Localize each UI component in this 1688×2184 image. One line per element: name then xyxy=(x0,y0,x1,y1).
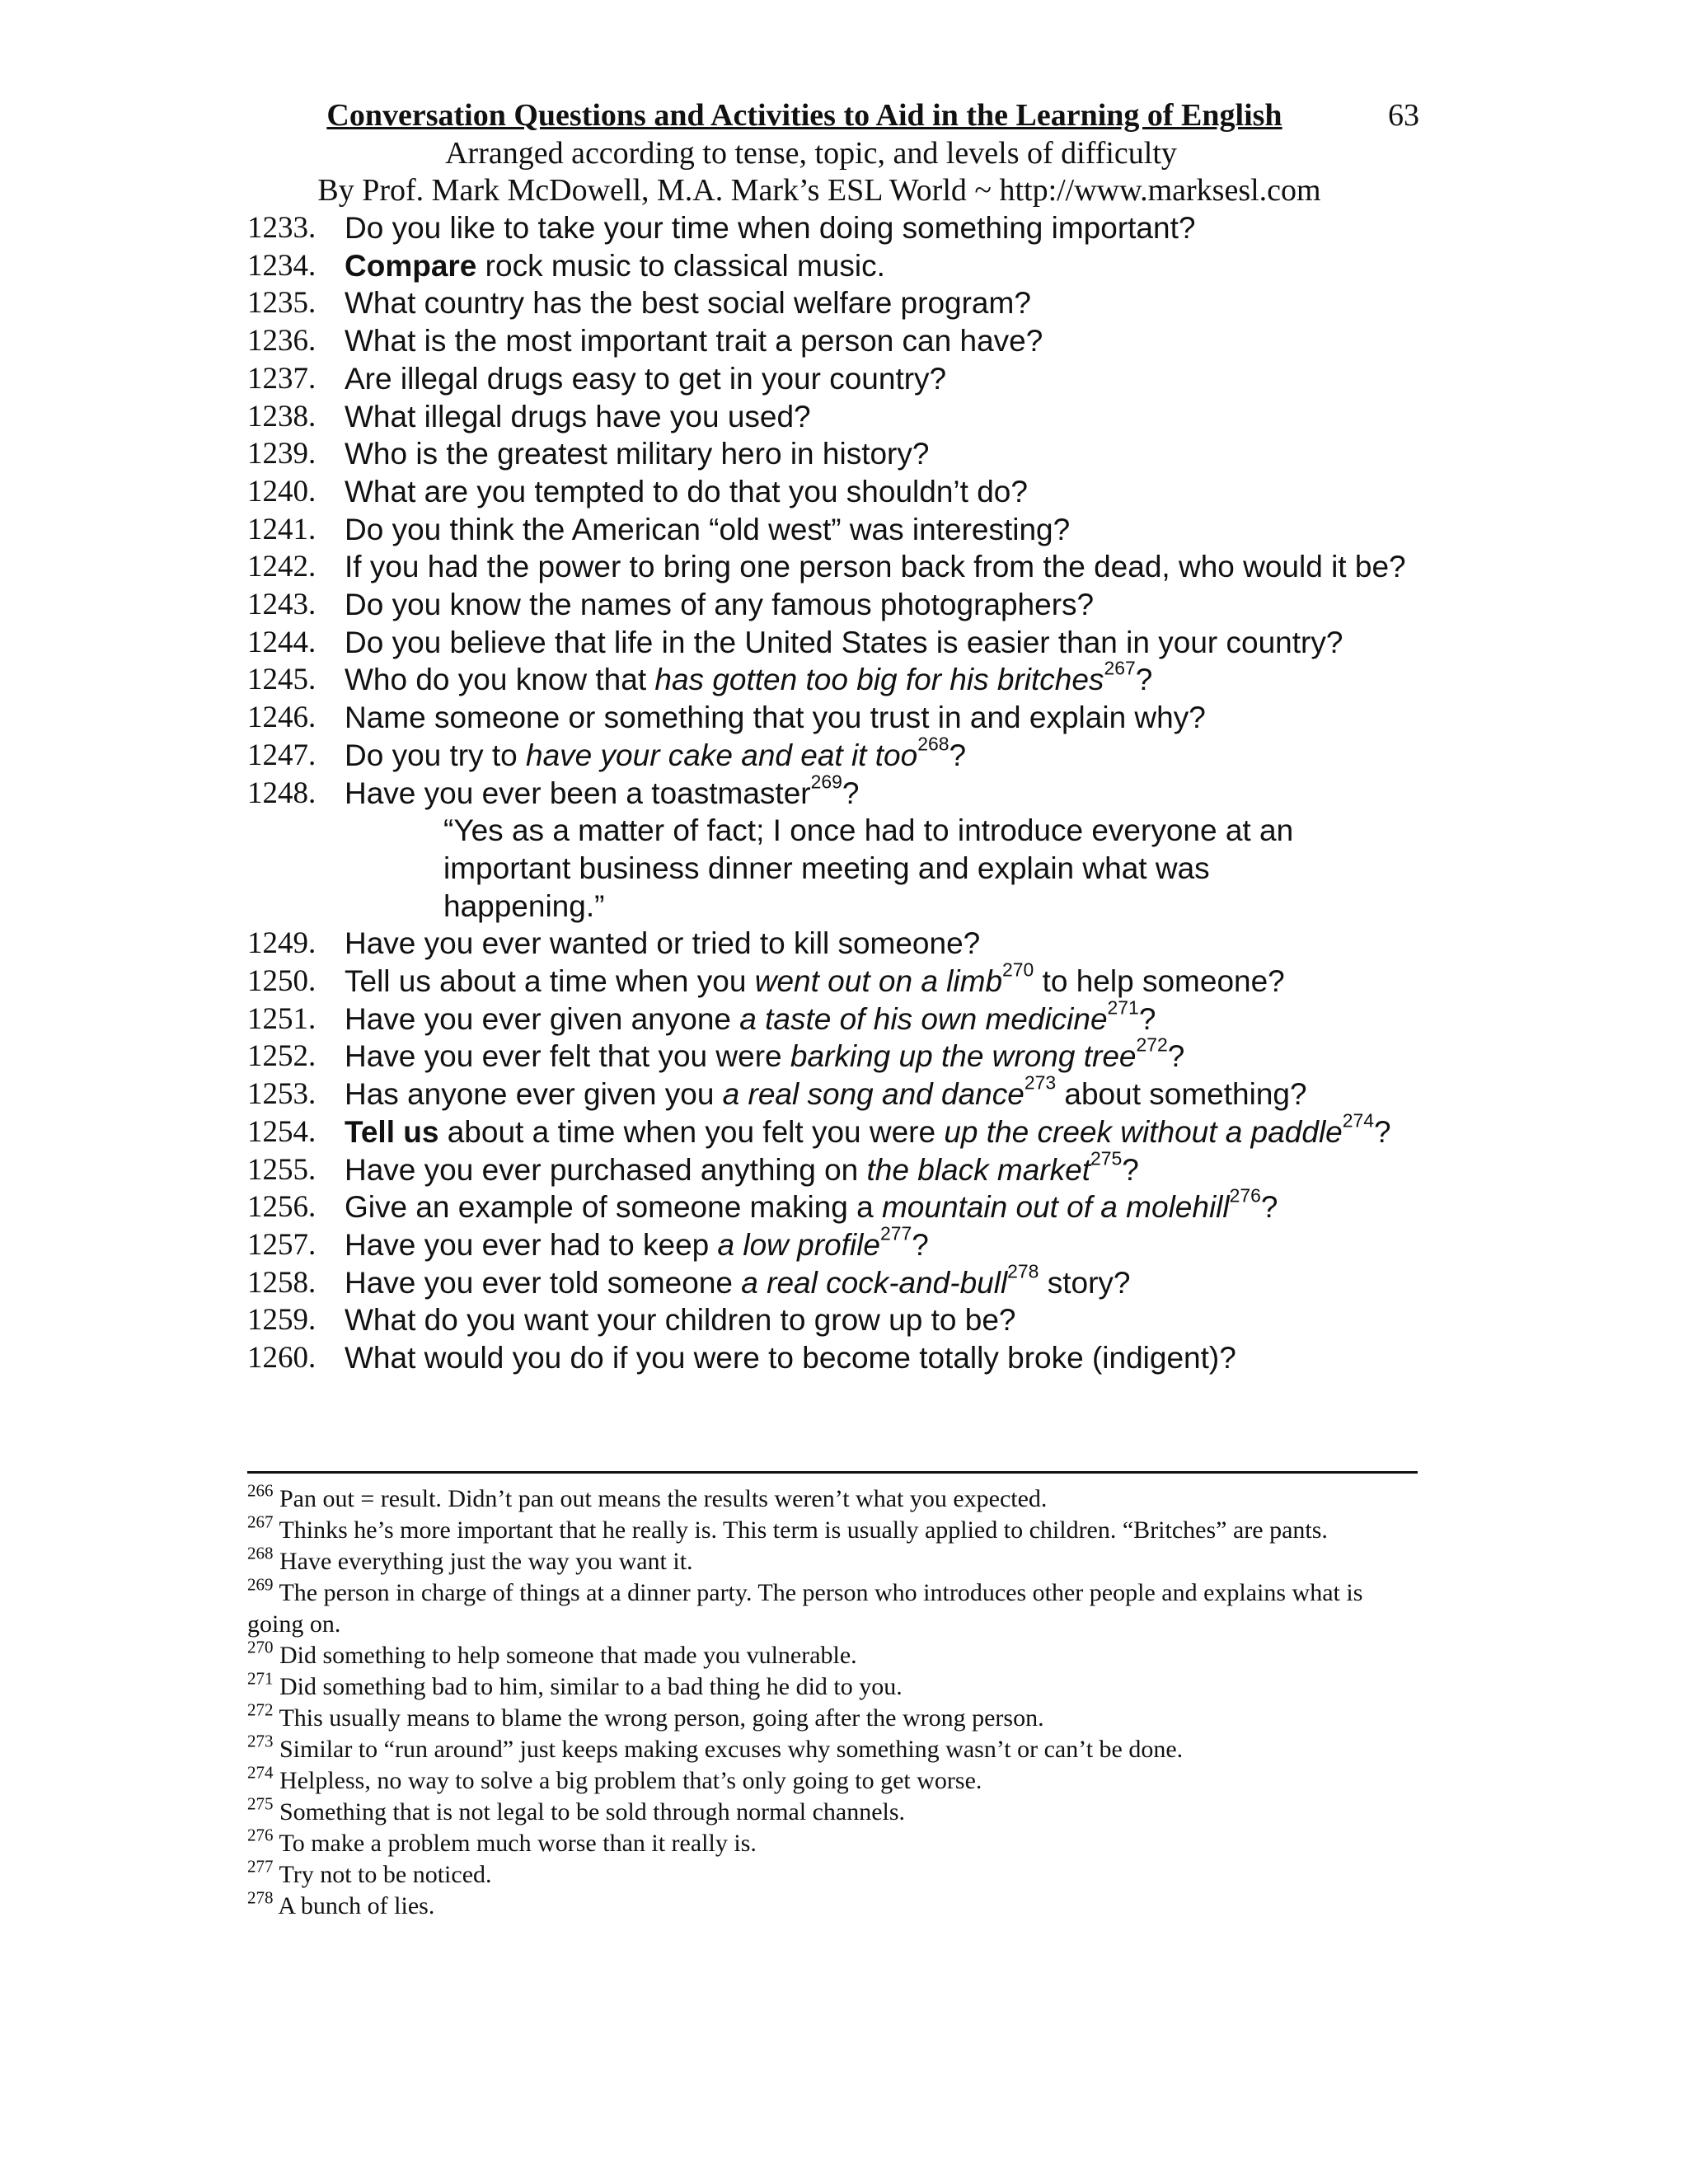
footnote-ref: 278 xyxy=(1007,1260,1039,1282)
question-text: Have you ever felt that you were xyxy=(345,1039,790,1074)
question-text: rock music to classical music. xyxy=(476,248,885,283)
question-item xyxy=(247,658,1434,699)
question-item xyxy=(247,435,1434,473)
question-idiom: mountain out of a molehill xyxy=(881,1190,1230,1225)
question-number: 1233. xyxy=(247,211,316,245)
footnote-text: Thinks he’s more important that he really is. This term is usually applied to children. “Britches” are pants. xyxy=(273,1516,1328,1544)
question-number: 1244. xyxy=(247,625,316,659)
footnote-ref: 272 xyxy=(1136,1034,1168,1057)
question-item xyxy=(247,1109,1434,1151)
footnote xyxy=(247,1856,1418,1891)
question-item xyxy=(247,1071,1434,1113)
question-number: 1256. xyxy=(247,1190,316,1225)
footnote-ref: 276 xyxy=(1229,1184,1261,1207)
question-text: What are you tempted to do that you shouldn’t do? xyxy=(345,474,1028,509)
question-text-end: ? xyxy=(842,776,860,810)
footnote xyxy=(247,1887,1418,1922)
question-idiom: up the creek without a paddle xyxy=(944,1114,1343,1149)
footnote-ref: 271 xyxy=(1107,996,1139,1019)
question-item xyxy=(247,624,1434,662)
question-number: 1235. xyxy=(247,286,316,321)
question-number: 1245. xyxy=(247,663,316,697)
question-number: 1253. xyxy=(247,1077,316,1112)
question-number: 1242. xyxy=(247,550,316,584)
question-text: Do you try to xyxy=(345,738,527,772)
question-text: What would you do if you were to become totally broke (indigent)? xyxy=(345,1341,1236,1376)
question-item xyxy=(247,586,1434,624)
footnote xyxy=(247,1699,1418,1734)
question-text-end: ? xyxy=(1138,1001,1156,1036)
question-text-end: ? xyxy=(1167,1039,1185,1074)
footnote-number: 276 xyxy=(247,1825,274,1845)
question-number: 1252. xyxy=(247,1039,316,1074)
question-item xyxy=(247,958,1434,1001)
footnote-list xyxy=(247,1480,1418,1922)
footnote-text: Something that is not legal to be sold through normal channels. xyxy=(273,1798,906,1825)
question-number: 1238. xyxy=(247,399,316,434)
question-number: 1247. xyxy=(247,738,316,772)
question-item xyxy=(247,284,1434,322)
footnote-text: Pan out = result. Didn’t pan out means the results weren’t what you expected. xyxy=(273,1485,1048,1512)
question-idiom: a taste of his own medicine xyxy=(739,1001,1108,1036)
question-idiom: went out on a limb xyxy=(754,964,1003,999)
question-text: What is the most important trait a person can have? xyxy=(345,324,1043,359)
question-item xyxy=(247,1034,1434,1076)
document-subtitle: Arranged according to tense, topic, and levels of difficulty xyxy=(445,136,1177,171)
footnote-number: 271 xyxy=(247,1668,274,1689)
question-number: 1254. xyxy=(247,1114,316,1149)
question-text: What do you want your children to grow up to be? xyxy=(345,1303,1016,1338)
question-item xyxy=(247,398,1434,436)
question-idiom: a real cock-and-bull xyxy=(741,1265,1008,1300)
question-number: 1248. xyxy=(247,776,316,810)
question-idiom: barking up the wrong tree xyxy=(790,1039,1137,1074)
footnote-text: Similar to “run around” just keeps making excuses why something wasn’t or can’t be done. xyxy=(273,1736,1184,1763)
question-text-end: ? xyxy=(949,738,967,772)
footnote-ref: 269 xyxy=(810,771,842,793)
question-number: 1259. xyxy=(247,1303,316,1338)
question-idiom: the black market xyxy=(866,1152,1090,1187)
question-text: Do you know the names of any famous photographers? xyxy=(345,588,1095,622)
question-text: Do you believe that life in the United States is easier than in your country? xyxy=(345,625,1343,659)
footnote-text: Try not to be noticed. xyxy=(273,1861,492,1888)
question-text: Who is the greatest military hero in history? xyxy=(345,437,930,471)
question-text-end: ? xyxy=(1122,1152,1139,1187)
question-item xyxy=(247,1222,1434,1264)
question-item xyxy=(247,699,1434,737)
question-number: 1251. xyxy=(247,1001,316,1036)
question-number: 1241. xyxy=(247,512,316,546)
question-number: 1237. xyxy=(247,361,316,396)
question-item xyxy=(247,1184,1434,1226)
footnote-text: Have everything just the way you want it. xyxy=(273,1548,693,1575)
question-item xyxy=(247,247,1434,285)
question-text: Have you ever had to keep xyxy=(345,1227,718,1262)
question-text: Name someone or something that you trust in and explain why? xyxy=(345,701,1206,735)
footnote-number: 278 xyxy=(247,1887,274,1908)
question-text: What country has the best social welfare program? xyxy=(345,286,1031,321)
footnote-number: 273 xyxy=(247,1731,274,1751)
footnote xyxy=(247,1511,1418,1546)
footnote xyxy=(247,1825,1418,1859)
footnote-text: Helpless, no way to solve a big problem that’s only going to get worse. xyxy=(273,1767,982,1794)
question-text: Has anyone ever given you xyxy=(345,1077,723,1112)
footnote-number: 274 xyxy=(247,1762,274,1783)
footnote xyxy=(247,1731,1418,1765)
question-item xyxy=(247,733,1434,775)
question-number: 1243. xyxy=(247,588,316,622)
question-item xyxy=(247,1147,1434,1189)
question-text-end: about something? xyxy=(1056,1077,1307,1112)
footnote-ref: 274 xyxy=(1342,1109,1375,1132)
question-number: 1246. xyxy=(247,701,316,735)
question-idiom: a real song and dance xyxy=(722,1077,1025,1112)
question-item xyxy=(247,473,1434,511)
question-text-end: to help someone? xyxy=(1034,964,1285,999)
question-item xyxy=(247,925,1434,963)
question-idiom: has gotten too big for his britches xyxy=(654,663,1104,697)
question-text: Have you ever wanted or tried to kill someone? xyxy=(345,926,981,961)
footnote xyxy=(247,1637,1418,1671)
question-number: 1258. xyxy=(247,1265,316,1300)
question-text-end: ? xyxy=(1135,663,1153,697)
question-text: What illegal drugs have you used? xyxy=(345,399,811,434)
question-number: 1249. xyxy=(247,926,316,961)
document-byline: By Prof. Mark McDowell, M.A. Mark’s ESL World ~ http://www.marksesl.com xyxy=(317,173,1321,208)
question-text: Do you like to take your time when doing something important? xyxy=(345,211,1196,245)
sample-answer: “Yes as a matter of fact; I once had to introduce everyone at an important business dinner meeting and explain what was happening.” xyxy=(443,813,1294,923)
footnote xyxy=(247,1793,1418,1828)
question-text: Who do you know that xyxy=(345,663,655,697)
footnote-number: 266 xyxy=(247,1480,274,1501)
question-number: 1255. xyxy=(247,1152,316,1187)
page-number: 63 xyxy=(1388,98,1419,133)
footnote-ref: 268 xyxy=(917,733,950,755)
footnote-number: 268 xyxy=(247,1543,274,1563)
document-title: Conversation Questions and Activities to Aid in the Learning of English xyxy=(326,98,1282,133)
question-text: Give an example of someone making a xyxy=(345,1190,882,1225)
question-text: Are illegal drugs easy to get in your country? xyxy=(345,361,947,396)
footnote-ref: 270 xyxy=(1002,958,1034,981)
question-text: If you had the power to bring one person back from the dead, who would it be? xyxy=(345,550,1406,584)
footnote-text: Did something bad to him, similar to a bad thing he did to you. xyxy=(273,1673,903,1700)
footnote-number: 267 xyxy=(247,1511,274,1532)
question-text-end: story? xyxy=(1039,1265,1131,1300)
footnote-number: 269 xyxy=(247,1574,274,1595)
footnote xyxy=(247,1668,1418,1703)
question-text: Have you ever been a toastmaster xyxy=(345,776,811,810)
question-number: 1260. xyxy=(247,1341,316,1376)
question-item xyxy=(247,548,1434,586)
question-number: 1236. xyxy=(247,324,316,359)
question-item xyxy=(247,1301,1434,1339)
footnote xyxy=(247,1574,1418,1640)
footnote-text: This usually means to blame the wrong person, going after the wrong person. xyxy=(273,1704,1044,1732)
footnote-text: The person in charge of things at a dinner party. The person who introduces other people and explains what is going on. xyxy=(247,1579,1363,1638)
question-item xyxy=(247,322,1434,360)
footnote-number: 275 xyxy=(247,1793,274,1814)
question-text-end: ? xyxy=(1374,1114,1391,1149)
question-text: Have you ever purchased anything on xyxy=(345,1152,867,1187)
question-bold-lead: Tell us xyxy=(345,1114,439,1149)
question-list xyxy=(247,209,1434,1377)
footnote-ref: 273 xyxy=(1024,1071,1057,1094)
question-item xyxy=(247,209,1434,247)
question-number: 1240. xyxy=(247,474,316,509)
question-bold-lead: Compare xyxy=(345,248,477,283)
question-text-end: ? xyxy=(912,1227,929,1262)
footnote-ref: 277 xyxy=(879,1222,912,1244)
question-idiom: have your cake and eat it too xyxy=(526,738,918,772)
question-item xyxy=(247,511,1434,549)
footnote-ref: 275 xyxy=(1090,1147,1123,1169)
question-text: Have you ever given anyone xyxy=(345,1001,740,1036)
question-number: 1257. xyxy=(247,1227,316,1262)
question-text: Tell us about a time when you xyxy=(345,964,755,999)
question-item xyxy=(247,360,1434,398)
footnote xyxy=(247,1543,1418,1577)
question-number: 1234. xyxy=(247,248,316,283)
question-item xyxy=(247,1260,1434,1302)
footnote-number: 272 xyxy=(247,1699,274,1720)
footnote-text: To make a problem much worse than it really is. xyxy=(273,1830,757,1857)
question-item xyxy=(247,1339,1434,1377)
footnote-divider xyxy=(247,1471,1418,1474)
footnote-number: 270 xyxy=(247,1637,274,1657)
footnote-ref: 267 xyxy=(1104,658,1136,680)
footnote-number: 277 xyxy=(247,1856,274,1877)
footnote-text: Did something to help someone that made you vulnerable. xyxy=(273,1642,857,1669)
question-item xyxy=(247,771,1434,813)
question-idiom: a low profile xyxy=(717,1227,880,1262)
question-number: 1250. xyxy=(247,964,316,999)
footnote-text: A bunch of lies. xyxy=(273,1892,435,1919)
footnote xyxy=(247,1480,1418,1515)
question-item xyxy=(247,996,1434,1038)
question-text: Do you think the American “old west” was interesting? xyxy=(345,512,1071,546)
question-text: Have you ever told someone xyxy=(345,1265,742,1300)
question-number: 1239. xyxy=(247,437,316,471)
question-text-end: ? xyxy=(1260,1190,1278,1225)
question-text: about a time when you felt you were xyxy=(438,1114,945,1149)
footnote xyxy=(247,1762,1418,1797)
